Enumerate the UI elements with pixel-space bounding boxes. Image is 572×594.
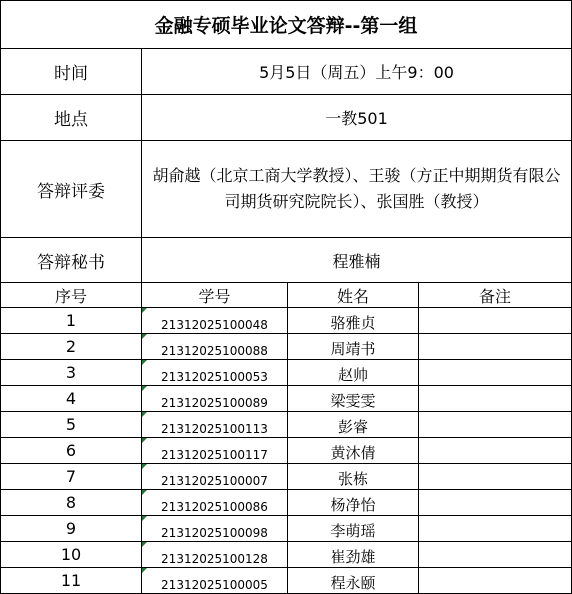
note-cell[interactable] xyxy=(419,334,572,360)
secretary-label[interactable]: 答辩秘书 xyxy=(1,238,142,283)
number-as-text-indicator-icon xyxy=(142,568,147,573)
number-as-text-indicator-icon xyxy=(142,464,147,469)
student-name-cell[interactable]: 杨净怡 xyxy=(288,490,419,516)
student-id-cell[interactable] xyxy=(142,412,288,438)
table-row xyxy=(1,438,572,464)
row-number-cell[interactable]: 5 xyxy=(1,412,142,438)
note-cell[interactable] xyxy=(419,516,572,542)
student-id-cell[interactable] xyxy=(142,490,288,516)
number-as-text-indicator-icon xyxy=(142,438,147,443)
note-cell[interactable] xyxy=(419,490,572,516)
student-id-text: 21312025100113 xyxy=(161,422,268,436)
student-id-cell[interactable] xyxy=(142,438,288,464)
student-name-cell[interactable]: 周靖书 xyxy=(288,334,419,360)
note-cell[interactable] xyxy=(419,360,572,386)
student-id-text: 21312025100048 xyxy=(161,318,268,332)
number-as-text-indicator-icon xyxy=(142,334,147,339)
row-number-cell[interactable]: 11 xyxy=(1,568,142,594)
table-row xyxy=(1,308,572,334)
column-header-note[interactable]: 备注 xyxy=(419,283,572,308)
number-as-text-indicator-icon xyxy=(142,490,147,495)
note-cell[interactable] xyxy=(419,464,572,490)
student-name-cell[interactable]: 骆雅贞 xyxy=(288,308,419,334)
student-id-cell[interactable] xyxy=(142,308,288,334)
time-label[interactable]: 时间 xyxy=(1,49,142,95)
row-number-cell[interactable]: 3 xyxy=(1,360,142,386)
row-number-cell[interactable]: 7 xyxy=(1,464,142,490)
note-cell[interactable] xyxy=(419,438,572,464)
table-row xyxy=(1,412,572,438)
row-number-cell[interactable]: 9 xyxy=(1,516,142,542)
student-id-text: 21312025100086 xyxy=(161,500,268,514)
row-number-cell[interactable]: 8 xyxy=(1,490,142,516)
student-id-text: 21312025100117 xyxy=(161,448,268,462)
row-number-cell[interactable]: 4 xyxy=(1,386,142,412)
student-id-cell[interactable] xyxy=(142,568,288,594)
table-row xyxy=(1,490,572,516)
table-row xyxy=(1,568,572,594)
table-row xyxy=(1,516,572,542)
student-id-text: 21312025100089 xyxy=(161,396,268,410)
note-cell[interactable] xyxy=(419,412,572,438)
student-name-cell[interactable]: 赵帅 xyxy=(288,360,419,386)
student-id-text: 21312025100053 xyxy=(161,370,268,384)
student-name-cell[interactable]: 张栋 xyxy=(288,464,419,490)
student-name-cell[interactable]: 崔劲雄 xyxy=(288,542,419,568)
student-id-text: 21312025100007 xyxy=(161,474,268,488)
place-label[interactable]: 地点 xyxy=(1,95,142,141)
row-number-cell[interactable]: 1 xyxy=(1,308,142,334)
student-id-text: 21312025100005 xyxy=(161,578,268,592)
row-number-cell[interactable]: 6 xyxy=(1,438,142,464)
student-id-text: 21312025100098 xyxy=(161,526,268,540)
table-row xyxy=(1,464,572,490)
note-cell[interactable] xyxy=(419,308,572,334)
student-name-cell[interactable]: 彭睿 xyxy=(288,412,419,438)
column-header-name[interactable]: 姓名 xyxy=(288,283,419,308)
table-row xyxy=(1,334,572,360)
student-id-cell[interactable] xyxy=(142,542,288,568)
student-name-cell[interactable]: 黄沐倩 xyxy=(288,438,419,464)
number-as-text-indicator-icon xyxy=(142,386,147,391)
table-row xyxy=(1,386,572,412)
student-id-cell[interactable] xyxy=(142,464,288,490)
number-as-text-indicator-icon xyxy=(142,308,147,313)
student-name-cell[interactable]: 程永颐 xyxy=(288,568,419,594)
student-id-cell[interactable] xyxy=(142,360,288,386)
place-value[interactable]: 一教501 xyxy=(142,95,572,141)
student-id-cell[interactable] xyxy=(142,516,288,542)
note-cell[interactable] xyxy=(419,568,572,594)
student-rows xyxy=(1,308,572,594)
number-as-text-indicator-icon xyxy=(142,360,147,365)
row-number-cell[interactable]: 2 xyxy=(1,334,142,360)
column-header-student-id[interactable]: 学号 xyxy=(142,283,288,308)
note-cell[interactable] xyxy=(419,542,572,568)
table-row xyxy=(1,542,572,568)
column-header-no[interactable]: 序号 xyxy=(1,283,142,308)
committee-value[interactable]: 胡俞越（北京工商大学教授）、王骏（方正中期期货有限公司期货研究院院长）、张国胜（教授） xyxy=(142,141,572,238)
secretary-value[interactable]: 程雅楠 xyxy=(142,238,572,283)
student-id-text: 21312025100088 xyxy=(161,344,268,358)
student-id-cell[interactable] xyxy=(142,334,288,360)
committee-label[interactable]: 答辩评委 xyxy=(1,141,142,238)
number-as-text-indicator-icon xyxy=(142,516,147,521)
table-row xyxy=(1,360,572,386)
sheet-title[interactable]: 金融专硕毕业论文答辩--第一组 xyxy=(1,1,572,49)
number-as-text-indicator-icon xyxy=(142,542,147,547)
student-id-cell[interactable] xyxy=(142,386,288,412)
student-name-cell[interactable]: 梁雯雯 xyxy=(288,386,419,412)
number-as-text-indicator-icon xyxy=(142,412,147,417)
time-value[interactable]: 5月5日（周五）上午9：00 xyxy=(142,49,572,95)
note-cell[interactable] xyxy=(419,386,572,412)
row-number-cell[interactable]: 10 xyxy=(1,542,142,568)
student-name-cell[interactable]: 李萌瑶 xyxy=(288,516,419,542)
student-id-text: 21312025100128 xyxy=(161,552,268,566)
